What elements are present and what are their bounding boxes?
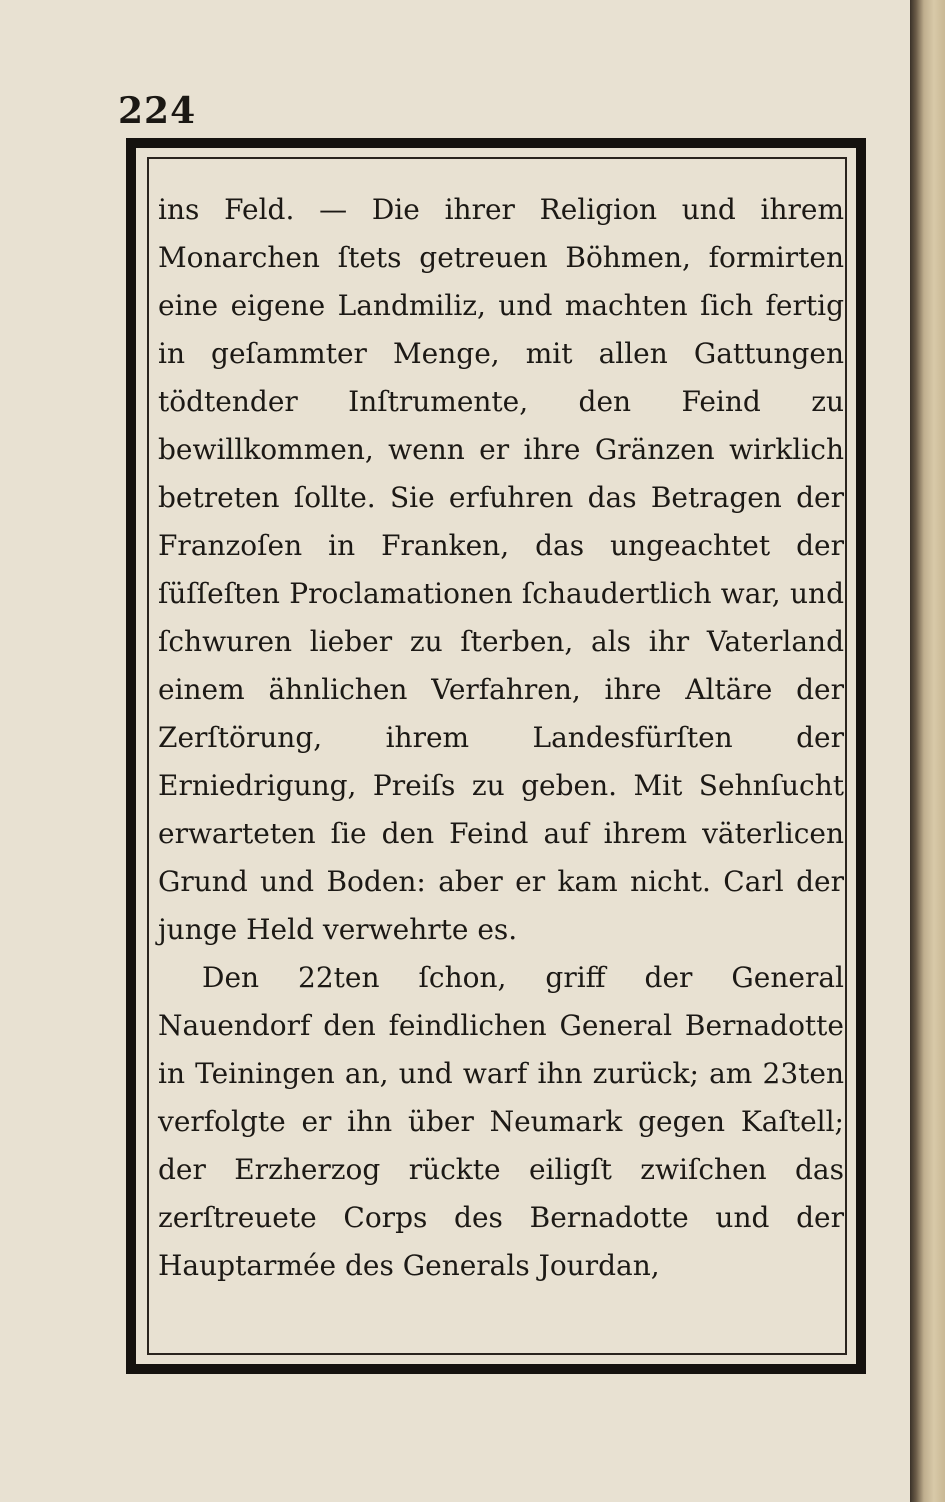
paragraph: ins Feld. — Die ihrer Religion und ihrem Monarchen ſtets getreuen Böhmen, formirten eine eigene Landmiliz, und machten ſich fertig in geſammter Menge, mit allen Gattungen tödtender Inſtrumente, den Feind zu bewillkommen, wenn er ihre Gränzen wirklich betreten ſollte. Sie erfuhren das Betragen der Franzoſen in Franken, das ungeachtet der ſüſſeſten Proclamationen ſchaudertlich war, und ſchwuren lieber zu ſterben, als ihr Vaterland einem ähnlichen Verfahren, ihre Altäre der Zerſtörung, ihrem Landesfürſten der Erniedrigung, Preiſs zu geben. Mit Sehnſucht erwarteten ſie den Feind auf ihrem väterlicen Grund und Boden: aber er kam nicht. Carl der junge Held verwehrte es. — [158, 193, 844, 946]
next-page-edge — [910, 0, 945, 1502]
paragraph: Den 22ten ſchon, griff der General Nauendorf den feindlichen General Bernadotte in Teiningen an, und warf ihn zurück; am 23ten verfolgte er ihn über Neumark gegen Kaſtell; der Erzherzog rückte eiligſt zwiſchen das zerſtreuete Corps des Bernadotte und der Hauptarmée des Generals Jourdan, — [158, 961, 844, 1282]
page-number: 224 — [118, 90, 197, 132]
body-text — [158, 186, 844, 1290]
